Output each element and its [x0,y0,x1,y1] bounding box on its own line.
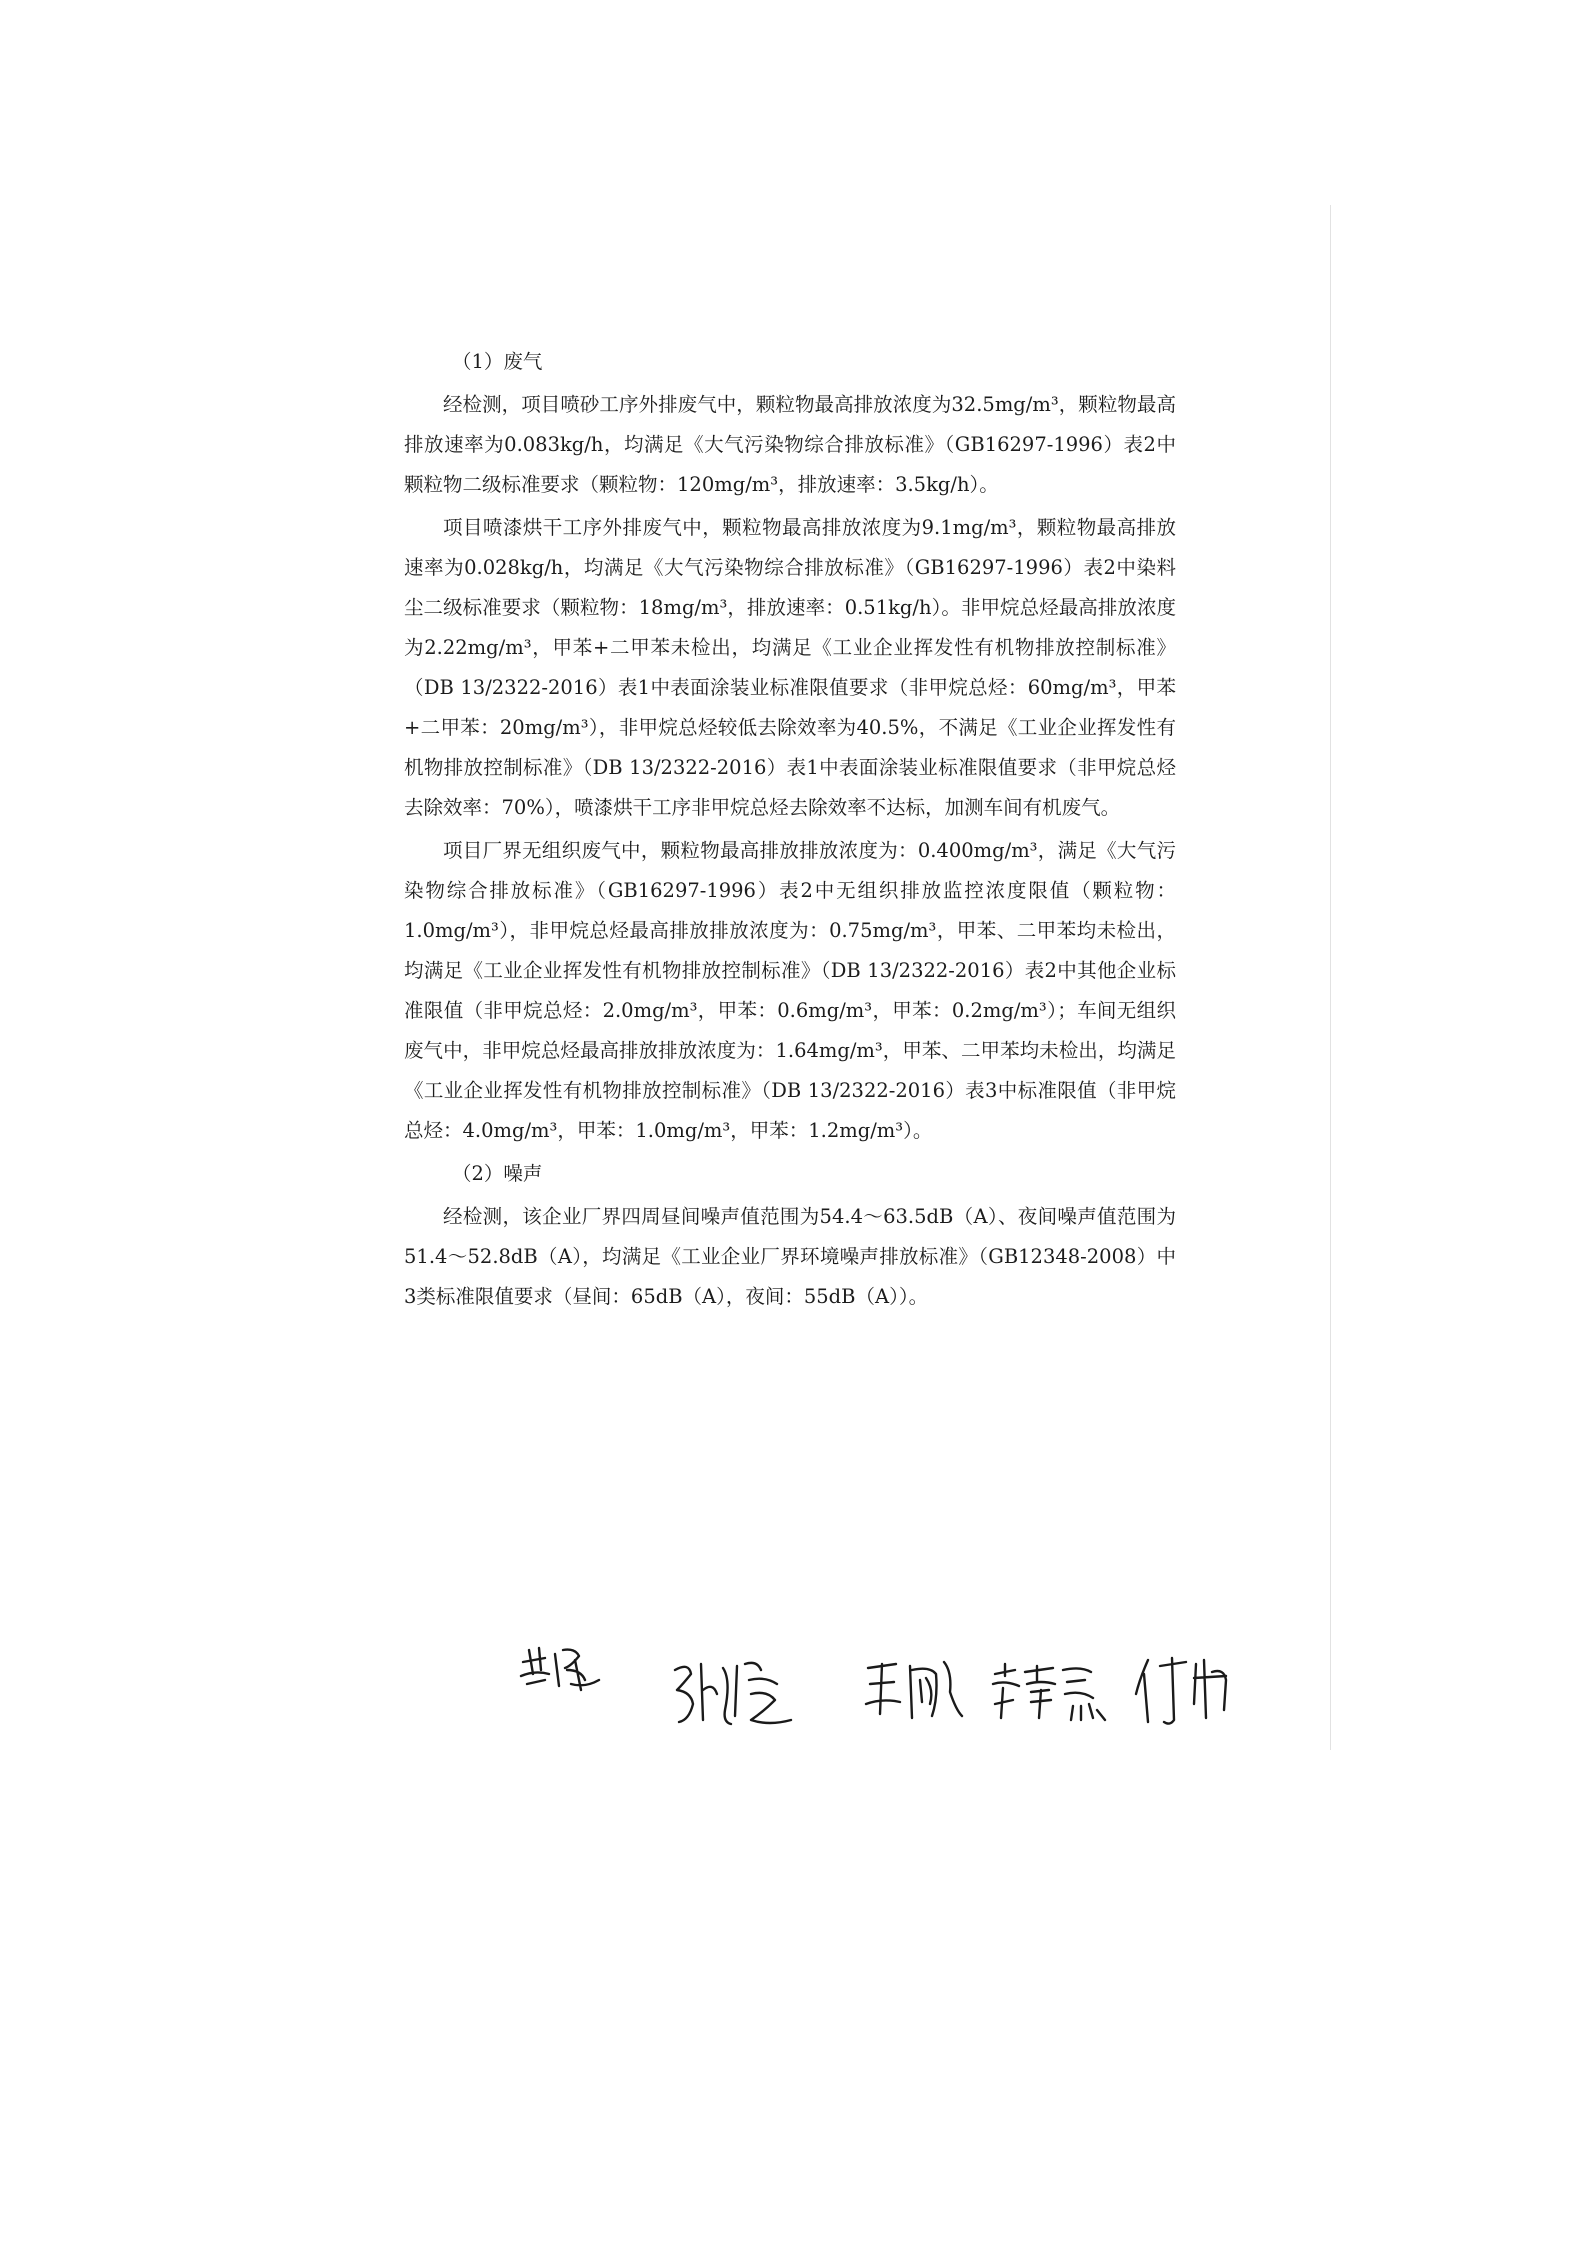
section-heading-waste-gas: （1）废气 [452,350,543,373]
document-body [404,342,1176,1320]
paragraph-sandblasting: 经检测，项目喷砂工序外排废气中，颗粒物最高排放浓度为32.5mg/m³，颗粒物最高排放速率为0.083kg/h，均满足《大气污染物综合排放标准》（GB16297-1996）表2中颗粒物二级标准要求（颗粒物：120mg/m³，排放速率：3.5kg/h）。 [404,393,1176,496]
signature-3 [860,1652,970,1732]
signature-4 [985,1654,1125,1734]
signature-1 [515,1640,605,1700]
paragraph-noise: 经检测，该企业厂界四周昼间噪声值范围为54.4～63.5dB（A）、夜间噪声值范围为51.4～52.8dB（A），均满足《工业企业厂界环境噪声排放标准》（GB12348-2008）中3类标准限值要求（昼间：65dB（A），夜间：55dB（A））。 [404,1205,1176,1308]
signature-area [515,1640,1235,1750]
paragraph-spray-painting: 项目喷漆烘干工序外排废气中，颗粒物最高排放浓度为9.1mg/m³，颗粒物最高排放速率为0.028kg/h，均满足《大气污染物综合排放标准》（GB16297-1996）表2中染料尘二级标准要求（颗粒物：18mg/m³，排放速率：0.51kg/h）。非甲烷总烃最高排放浓度为2.22mg/m³，甲苯+二甲苯未检出，均满足《工业企业挥发性有机物排放控制标准》（DB 13/2322-2016）表1中表面涂装业标准限值要求（非甲烷总烃：60mg/m³，甲苯+二甲苯：20mg/m³），非甲烷总烃较低去除效率为40.5%，不满足《工业企业挥发性有机物排放控制标准》（DB 13/2322-2016）表1中表面涂装业标准限值要求（非甲烷总烃去除效率：70%），喷漆烘干工序非甲烷总烃去除效率不达标，加测车间有机废气。 [404,516,1176,819]
paragraph-fugitive-emissions: 项目厂界无组织废气中，颗粒物最高排放排放浓度为：0.400mg/m³，满足《大气污染物综合排放标准》（GB16297-1996）表2中无组织排放监控浓度限值（颗粒物：1.0mg/m³），非甲烷总烃最高排放排放浓度为：0.75mg/m³，甲苯、二甲苯均未检出，均满足《工业企业挥发性有机物排放控制标准》（DB 13/2322-2016）表2中其他企业标准限值（非甲烷总烃：2.0mg/m³，甲苯：0.6mg/m³，甲苯：0.2mg/m³）；车间无组织废气中，非甲烷总烃最高排放排放浓度为：1.64mg/m³，甲苯、二甲苯均未检出，均满足《工业企业挥发性有机物排放控制标准》（DB 13/2322-2016）表3中标准限值（非甲烷总烃：4.0mg/m³，甲苯：1.0mg/m³，甲苯：1.2mg/m³）。 [404,839,1176,1142]
scan-edge-line [1330,205,1331,1750]
section-heading-noise: （2）噪声 [452,1162,543,1185]
signature-5 [1130,1648,1240,1738]
signature-2 [665,1650,805,1740]
